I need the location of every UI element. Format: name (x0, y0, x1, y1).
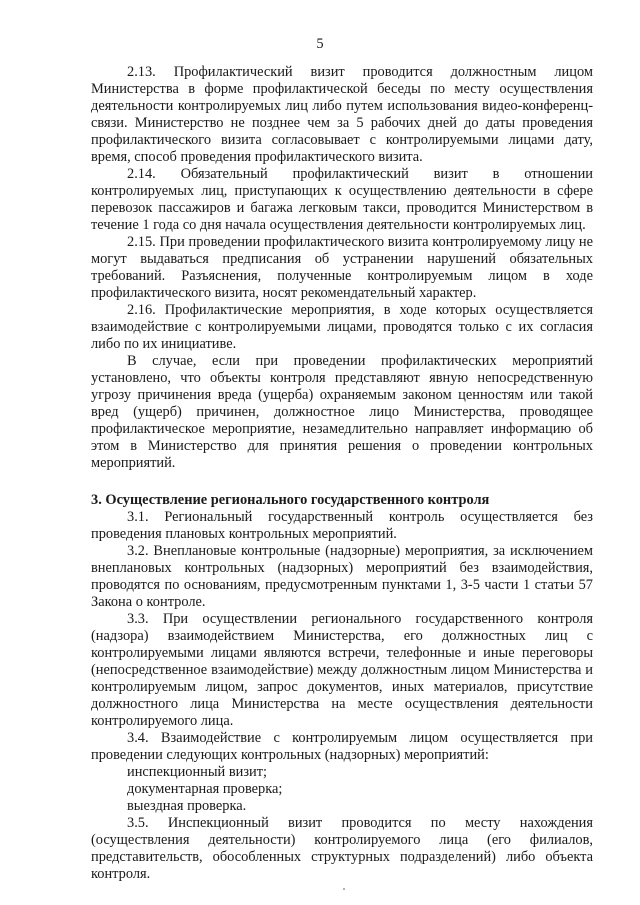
list-item-documentary-check: документарная проверка; (127, 781, 283, 797)
list-item-inspection-visit: инспекционный визит; (127, 764, 268, 780)
paragraph-2-15: 2.15. При проведении профилактического визита контролируемому лицу не могут выдаваться предписания об устранении нарушений обязательных требований. Разъяснения, полученные контролируемым лицом в ходе профилактического визита, носят рекомендательный характер. (91, 234, 593, 301)
section-heading: 3. Осуществление регионального государственного контроля (91, 492, 490, 508)
paragraph-2-14: 2.14. Обязательный профилактический визит в отношении контролируемых лиц, приступающих к осуществлению деятельности в сфере перевозок пассажиров и багажа легковым такси, проводится Министерством в течение 1 года со дня начала осуществления деятельности контролируемых лиц. (91, 166, 593, 233)
paragraph-2-16: 2.16. Профилактические мероприятия, в ходе которых осуществляется взаимодействие с контролируемыми лицами, проводятся только с их согласия либо по их инициативе. (91, 302, 593, 352)
page-number: 5 (316, 36, 324, 52)
paragraph-3-5: 3.5. Инспекционный визит проводится по месту нахождения (осуществления деятельности) контролируемого лица (его филиалов, представительств, обособленных структурных подразделений) либо объекта контроля. (91, 815, 593, 882)
paragraph-3-3: 3.3. При осуществлении регионального государственного контроля (надзора) взаимодействием Министерства, его должностных лиц с контролируемыми лицами являются встречи, телефонные и иные переговоры (непосредственное взаимодействие) между должностным лицом Министерства и контролируемым лицом, запрос документов, иных материалов, присутствие должностного лица Министерства на месте осуществления деятельности контролируемого лица. (91, 611, 593, 729)
paragraph-2-13: 2.13. Профилактический визит проводится должностным лицом Министерства в форме профилактической беседы по месту осуществления деятельности контролируемых лиц либо путем использования видео-конференц-связи. Министерство не позднее чем за 5 рабочих дней до даты проведения профилактического визита согласовывает с контролируемыми лицами дату, время, способ проведения профилактического визита. (91, 64, 593, 165)
scan-speck (343, 888, 345, 890)
paragraph-3-2: 3.2. Внеплановые контрольные (надзорные) мероприятия, за исключением внеплановых контрольных (надзорных) мероприятий без взаимодействия, проводятся по основаниям, предусмотренным пунктами 1, 3-5 части 1 статьи 57 Закона о контроле. (91, 543, 593, 610)
paragraph-in-case: В случае, если при проведении профилактических мероприятий установлено, что объекты контроля представляют явную непосредственную угрозу причинения вреда (ущерба) охраняемым законом ценностям или такой вред (ущерб) причинен, должностное лицо Министерства, проводящее профилактическое мероприятие, незамедлительно направляет информацию об этом в Министерство для принятия решения о проведении контрольных мероприятий. (91, 353, 593, 471)
document-body (91, 64, 593, 883)
list-item-field-check: выездная проверка. (127, 798, 247, 814)
paragraph-3-1: 3.1. Региональный государственный контроль осуществляется без проведения плановых контрольных мероприятий. (91, 509, 593, 542)
paragraph-3-4: 3.4. Взаимодействие с контролируемым лицом осуществляется при проведении следующих контрольных (надзорных) мероприятий: (91, 730, 593, 763)
